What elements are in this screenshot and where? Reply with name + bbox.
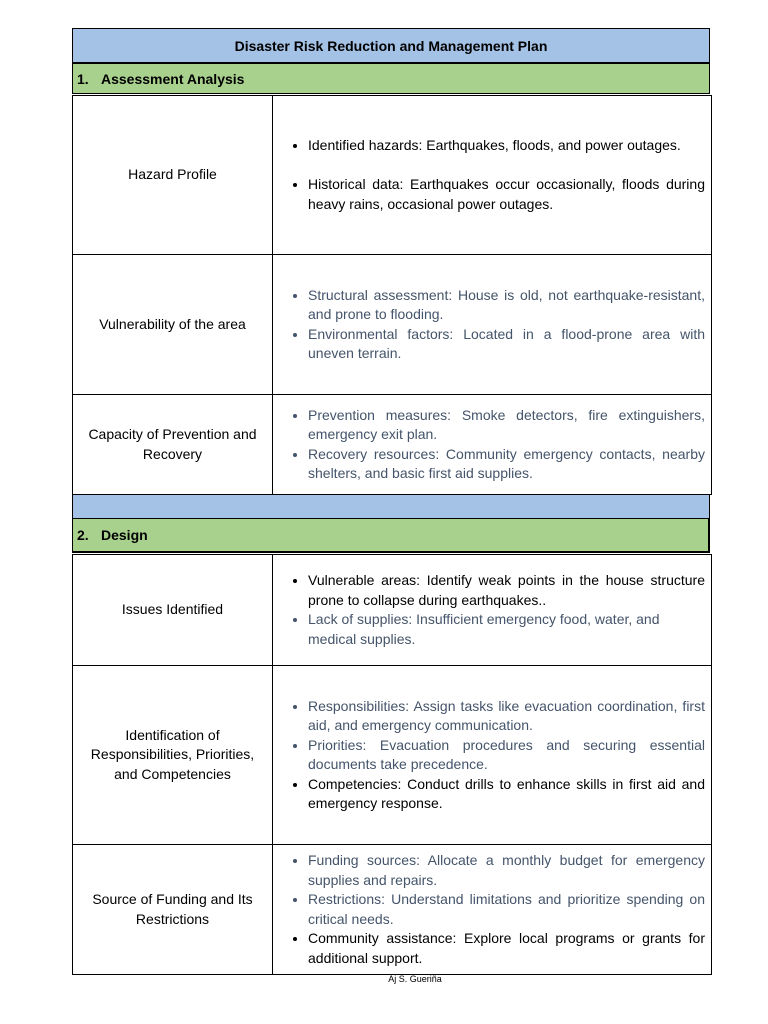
row-content [273,666,712,845]
table-row [73,555,712,666]
row-label: Source of Funding and Its Restrictions [73,845,273,975]
table-row [73,666,712,845]
document-title: Disaster Risk Reduction and Management Plan [72,28,710,63]
section-number: 1. [77,70,89,87]
row-label: Hazard Profile [73,96,273,255]
table-row [73,255,712,395]
footer-author: Aj S. Gueriña [388,974,442,984]
section-title: Design [101,527,148,543]
row-content [273,96,712,255]
design-table [72,554,712,975]
list-item: • Historical data: Earthquakes occur occasionally, floods during heavy rains, occasional power outages. [308,175,705,214]
table-row [73,96,712,255]
row-label: Identification of Responsibilities, Priorities, and Competencies [73,666,273,845]
list-item: • Environmental factors: Located in a flood-prone area with uneven terrain. [308,325,705,364]
assessment-table [72,95,712,495]
section-number: 2. [77,527,89,543]
row-label: Capacity of Prevention and Recovery [73,395,273,495]
section-heading-design [72,518,710,553]
list-item: • Community assistance: Explore local programs or grants for additional support. [308,929,705,968]
row-label: Issues Identified [73,555,273,666]
list-item: • Competencies: Conduct drills to enhance skills in first aid and emergency response. [308,775,705,814]
row-content [273,845,712,975]
list-item: • Identified hazards: Earthquakes, floods, and power outages. [308,136,705,156]
list-item: • Prevention measures: Smoke detectors, fire extinguishers, emergency exit plan. [308,406,705,445]
list-item: • Recovery resources: Community emergency contacts, nearby shelters, and basic first aid supplies. [308,445,705,484]
row-content [273,395,712,495]
list-item: • Responsibilities: Assign tasks like evacuation coordination, first aid, and emergency communication. [308,697,705,736]
list-item: • Lack of supplies: Insufficient emergency food, water, and medical supplies. [308,610,705,649]
section-title: Assessment Analysis [101,70,245,87]
row-label: Vulnerability of the area [73,255,273,395]
list-item: • Funding sources: Allocate a monthly budget for emergency supplies and repairs. [308,851,705,890]
list-item: • Structural assessment: House is old, not earthquake-resistant, and prone to flooding. [308,286,705,325]
row-content [273,555,712,666]
section-heading-assessment [72,63,710,94]
table-row [73,845,712,975]
row-content [273,255,712,395]
list-item: • Vulnerable areas: Identify weak points in the house structure prone to collapse during earthquakes.. [308,571,705,610]
list-item: • Priorities: Evacuation procedures and securing essential documents take precedence. [308,736,705,775]
table-row [73,395,712,495]
section-divider [72,494,710,518]
list-item: • Restrictions: Understand limitations and prioritize spending on critical needs. [308,890,705,929]
